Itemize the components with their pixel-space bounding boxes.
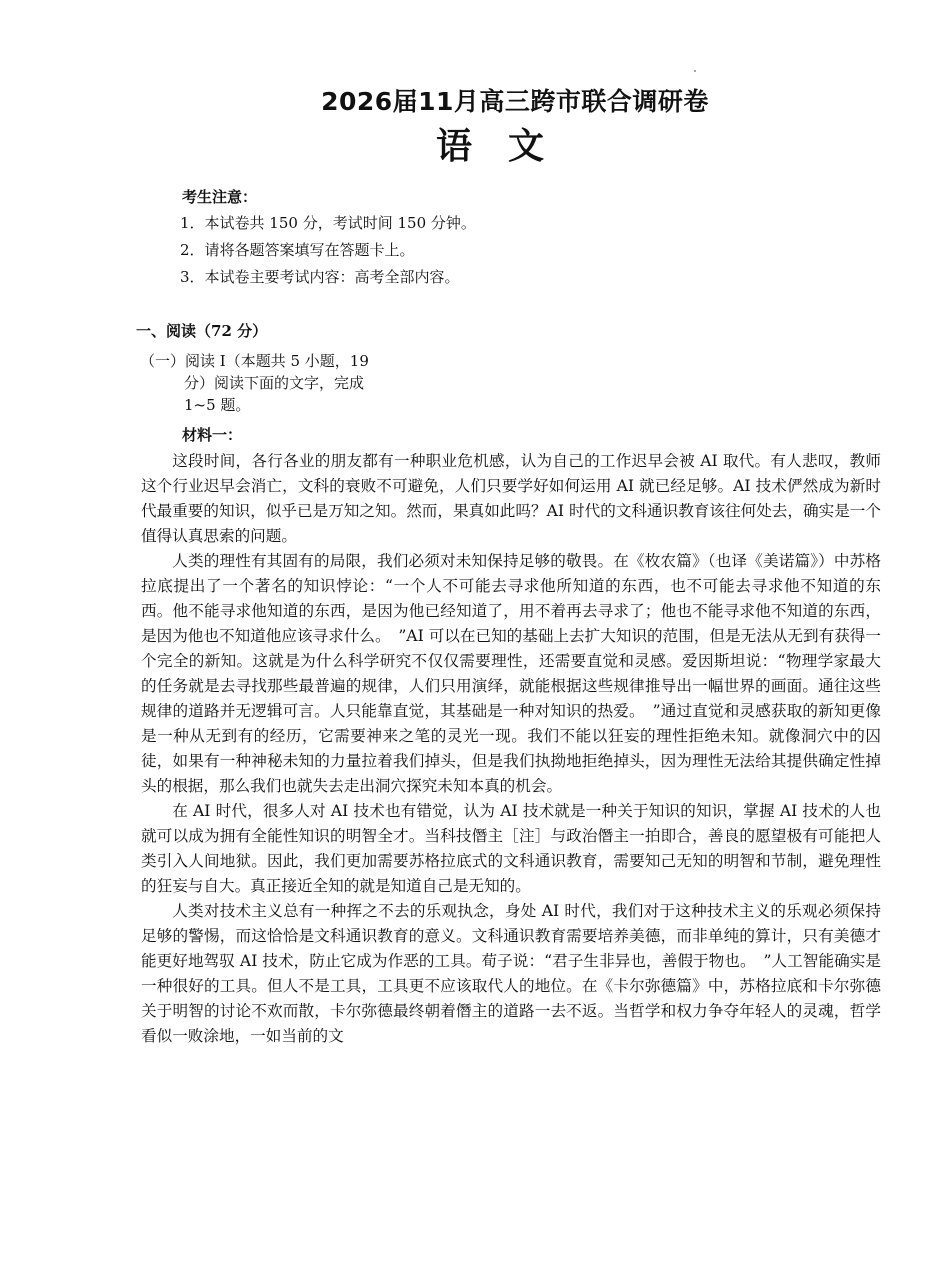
notice-item: 1．本试卷共 150 分，考试时间 150 分钟。 (180, 214, 476, 232)
notice-heading: 考生注意： (182, 188, 258, 206)
reading-passage (141, 449, 881, 1049)
sub-section-line: 1~5 题。 (184, 396, 251, 414)
material-label: 材料一： (182, 426, 243, 444)
sub-section-line: （一）阅读 I（本题共 5 小题，19 (140, 352, 369, 370)
subject-title: 语 文 (435, 125, 544, 167)
scan-dot (694, 70, 696, 72)
exam-title: 2026届11月高三跨市联合调研卷 (321, 87, 709, 116)
passage-paragraph: 人类的理性有其固有的局限，我们必须对未知保持足够的敬畏。在《枚农篇》（也译《美诺篇》）中苏格拉底提出了一个著名的知识悖论：“一个人不可能去寻求他所知道的东西，也不可能去寻求他不知道的东西。他不能寻求他知道的东西，是因为他已经知道了，用不着再去寻求了；他也不能寻求他不知道的东西，是因为他也不知道他应该寻求什么。 ”AI 可以在已知的基础上去扩大知识的范围，但是无法从无到有获得一个完全的新知。这就是为什么科学研究不仅仅需要理性，还需要直觉和灵感。爱因斯坦说：“物理学家最大的任务就是去寻找那些最普遍的规律，人们只用演绎，就能根据这些规律推导出一幅世界的画面。通往这些规律的道路并无逻辑可言。人只能靠直觉，其基础是一种对知识的热爱。 ”通过直觉和灵感获取的新知更像是一种从无到有的经历，它需要神来之笔的灵光一现。我们不能以狂妄的理性拒绝未知。就像洞穴中的囚徒，如果有一种神秘未知的力量拉着我们掉头，但是我们执拗地拒绝掉头，因为理性无法给其提供确定性掉头的根据，那么我们也就失去走出洞穴探究未知本真的机会。 (141, 552, 881, 795)
passage-paragraph: 这段时间，各行各业的朋友都有一种职业危机感，认为自己的工作迟早会被 AI 取代。有人悲叹，教师这个行业迟早会消亡，文科的衰败不可避免，人们只要学好如何运用 AI 就已经足够。AI 技术俨然成为新时代最重要的知识，似乎已是万知之知。然而，果真如此吗？AI 时代的文科通识教育该往何处去，确实是一个值得认真思索的问题。 (141, 452, 881, 545)
passage-paragraph: 人类对技术主义总有一种挥之不去的乐观执念，身处 AI 时代，我们对于这种技术主义的乐观必须保持足够的警惕，而这恰恰是文科通识教育的意义。文科通识教育需要培养美德，而非单纯的算计，只有美德才能更好地驾驭 AI 技术，防止它成为作恶的工具。荀子说：“君子生非异也，善假于物也。 ”人工智能确实是一种很好的工具。但人不是工具，工具更不应该取代人的地位。在《卡尔弥德篇》中，苏格拉底和卡尔弥德关于明智的讨论不欢而散，卡尔弥德最终朝着僭主的道路一去不返。当哲学和权力争夺年轻人的灵魂，哲学看似一败涂地，一如当前的文 (141, 902, 881, 1045)
notice-item: 3．本试卷主要考试内容：高考全部内容。 (180, 268, 460, 286)
section-heading: 一、阅读（72 分） (136, 322, 268, 340)
notice-list (180, 210, 476, 291)
notice-item: 2．请将各题答案填写在答题卡上。 (180, 241, 415, 259)
sub-section-line: 分）阅读下面的文字，完成 (184, 374, 365, 392)
sub-section-instructions (140, 350, 410, 416)
passage-paragraph: 在 AI 时代，很多人对 AI 技术也有错觉，认为 AI 技术就是一种关于知识的知识，掌握 AI 技术的人也就可以成为拥有全能性知识的明智全才。当科技僭主［注］与政治僭主一拍即合，善良的愿望极有可能把人类引入人间地狱。因此，我们更加需要苏格拉底式的文科通识教育，需要知己无知的明智和节制，避免理性的狂妄与自大。真正接近全知的就是知道自己是无知的。 (141, 802, 881, 895)
